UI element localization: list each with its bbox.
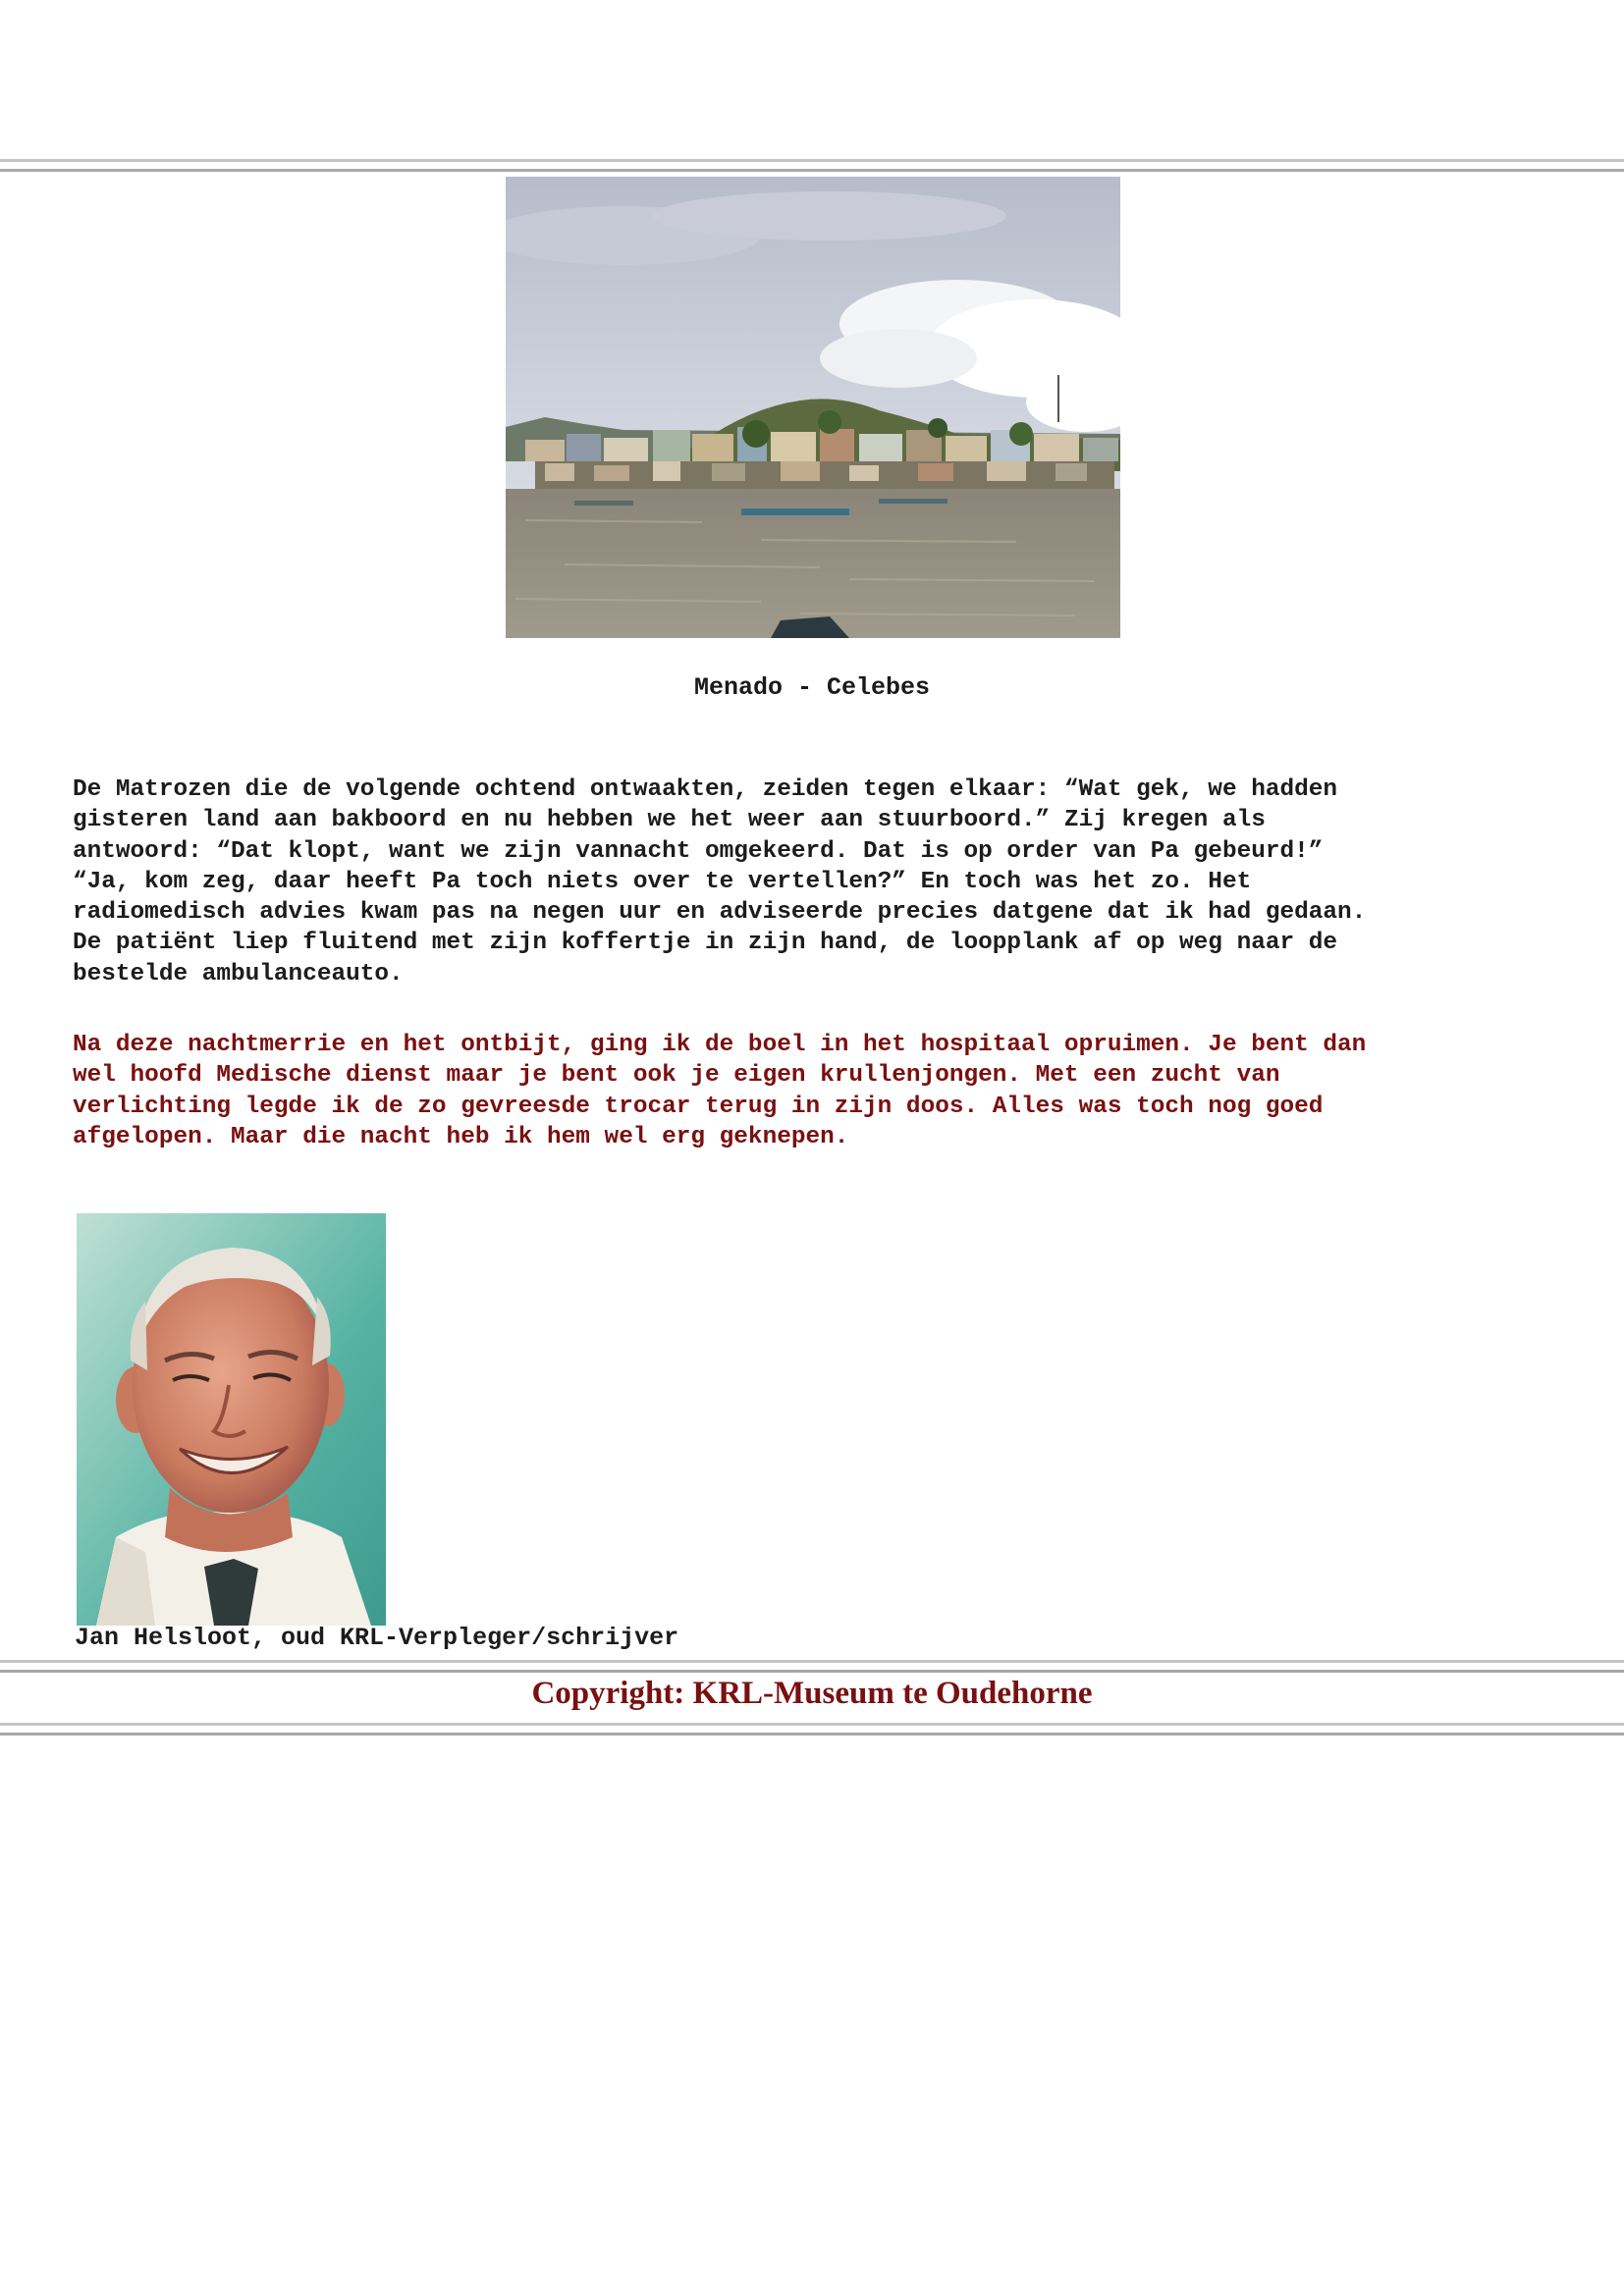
paragraph-line: verlichting legde ik de zo gevreesde trocar terug in zijn doos. Alles was toch nog goed xyxy=(73,1093,1324,1120)
top-rule-2 xyxy=(0,169,1624,172)
paragraph-line: bestelde ambulanceauto. xyxy=(73,960,404,988)
closing-paragraph xyxy=(73,1030,1565,1152)
harbour-photo xyxy=(506,177,1120,638)
footer-rule-1 xyxy=(0,1660,1624,1663)
paragraph-line: De Matrozen die de volgende ochtend ontwaakten, zeiden tegen elkaar: “Wat gek, we hadden xyxy=(73,776,1338,803)
top-rule-1 xyxy=(0,159,1624,162)
paragraph-line: gisteren land aan bakboord en nu hebben we het weer aan stuurboord.” Zij kregen als xyxy=(73,807,1266,834)
author-portrait xyxy=(77,1213,386,1626)
paragraph-line: “Ja, kom zeg, daar heeft Pa toch niets over te vertellen?” En toch was het zo. Het xyxy=(73,868,1252,895)
copyright-notice: Copyright: KRL-Museum te Oudehorne xyxy=(531,1676,1093,1711)
paragraph-line: afgelopen. Maar die nacht heb ik hem wel erg geknepen. xyxy=(73,1123,849,1150)
author-caption: Jan Helsloot, oud KRL-Verpleger/schrijver xyxy=(75,1624,679,1652)
story-paragraph xyxy=(73,774,1565,989)
footer-rule-4 xyxy=(0,1733,1624,1735)
paragraph-line: Na deze nachtmerrie en het ontbijt, ging ik de boel in het hospitaal opruimen. Je bent dan xyxy=(73,1032,1367,1058)
photo-caption: Menado - Celebes xyxy=(693,673,931,702)
footer-rule-2 xyxy=(0,1670,1624,1673)
paragraph-line: antwoord: “Dat klopt, want we zijn vannacht omgekeerd. Dat is op order van Pa gebeurd!” xyxy=(73,837,1324,865)
paragraph-line: wel hoofd Medische dienst maar je bent ook je eigen krullenjongen. Met een zucht van xyxy=(73,1062,1280,1090)
paragraph-line: radiomedisch advies kwam pas na negen uur en adviseerde precies datgene dat ik had gedaan. xyxy=(73,899,1367,927)
footer-rule-3 xyxy=(0,1723,1624,1726)
paragraph-line: De patiënt liep fluitend met zijn koffertje in zijn hand, de loopplank af op weg naar de xyxy=(73,930,1338,957)
